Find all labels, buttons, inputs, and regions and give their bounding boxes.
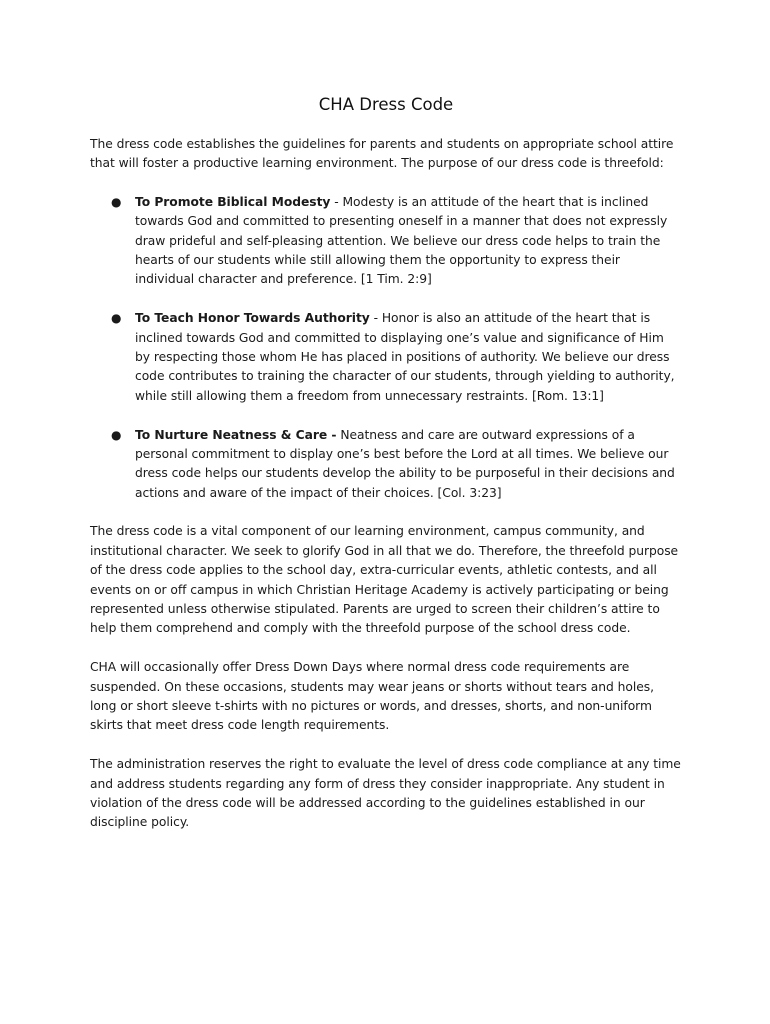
purpose-body: Neatness and care are outward expressions of a personal commitment to display one’s best before the Lord at all times. We believe our dress code helps our students develop the ability to be purposeful in their decisions and actions and aware of the impact of their choices. [Col. 3:23] xyxy=(135,427,675,500)
page-title: CHA Dress Code xyxy=(318,95,454,114)
list-item xyxy=(111,426,682,504)
list-item xyxy=(111,193,682,290)
purpose-separator: - xyxy=(330,194,343,209)
purpose-list xyxy=(90,193,682,503)
list-item xyxy=(111,309,682,406)
bullet-icon: ● xyxy=(111,427,122,442)
purpose-separator: - xyxy=(369,311,382,326)
body-paragraph: CHA will occasionally offer Dress Down Days where normal dress code requirements are suspended. On these occasions, students may wear jeans or shorts without tears and holes, long or short sleeve t-shirts with no pictures or words, and dresses, shorts, and non-uniform skirts that meet dress code length requirements. xyxy=(90,660,654,733)
purpose-heading: To Promote Biblical Modesty xyxy=(135,194,331,209)
purpose-body: Honor is also an attitude of the heart that is inclined towards God and committed to displaying one’s value and significance of Him by respecting those whom He has placed in positions of authority. We believe our dress code contributes to training the character of our students, through yielding to authority, while still allowing them a freedom from unnecessary restraints. [Rom. 13:1] xyxy=(135,311,675,403)
bullet-icon: ● xyxy=(111,311,122,326)
body-paragraph: The administration reserves the right to evaluate the level of dress code compliance at any time and address students regarding any form of dress they consider inappropriate. Any student in violation of the dress code will be addressed according to the guidelines established in our discipline policy. xyxy=(90,757,681,830)
body-paragraph: The dress code is a vital component of our learning environment, campus community, and institutional character. We seek to glorify God in all that we do. Therefore, the threefold purpose of the dress code applies to the school day, extra-curricular events, athletic contests, and all events on or off campus in which Christian Heritage Academy is actively participating or being represented unless otherwise stipulated. Parents are urged to screen their children’s attire to help them comprehend and comply with the threefold purpose of the school dress code. xyxy=(90,524,679,636)
intro-paragraph: The dress code establishes the guidelines for parents and students on appropriate school attire that will foster a productive learning environment. The purpose of our dress code is threefold: xyxy=(90,137,674,171)
purpose-heading: To Teach Honor Towards Authority xyxy=(135,311,370,326)
bullet-icon: ● xyxy=(111,194,122,209)
purpose-body: Modesty is an attitude of the heart that is inclined towards God and committed to presenting oneself in a manner that does not expressly draw prideful and self-pleasing attention. We believe our dress code helps to train the hearts of our students while still allowing them the opportunity to express their individual character and preference. [1 Tim. 2:9] xyxy=(135,194,668,287)
purpose-heading: To Nurture Neatness & Care - xyxy=(135,427,337,442)
